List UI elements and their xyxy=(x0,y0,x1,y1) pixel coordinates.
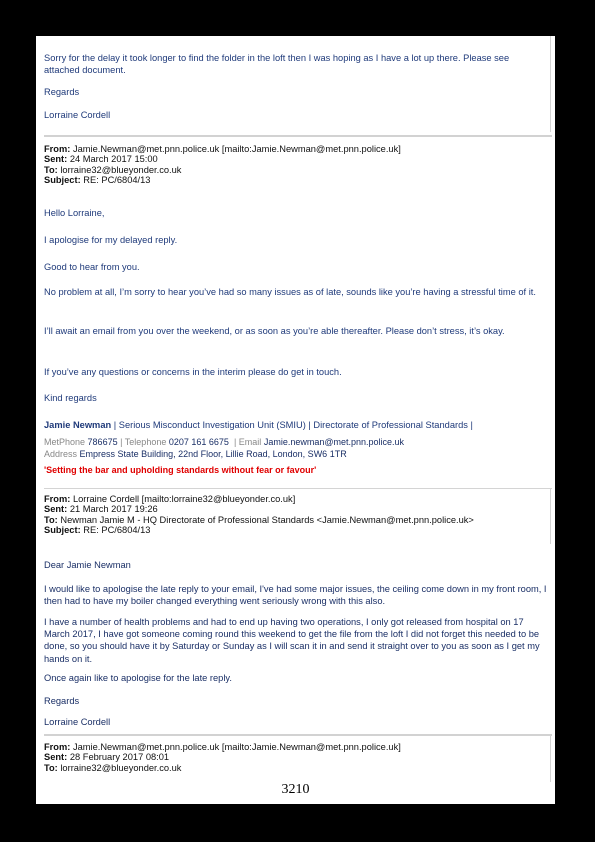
signature-motto-block xyxy=(44,464,547,476)
message-1 xyxy=(44,52,547,76)
to-value: lorraine32@blueyonder.co.uk xyxy=(60,164,182,175)
subject-label: Subject: xyxy=(44,525,81,536)
message-2-closing: Kind regards xyxy=(44,393,97,403)
separator-1 xyxy=(44,135,552,137)
message-2-paragraph: I’ll await an email from you over the weekend, or as soon as you’re able thereafter. Please don’t stress, it’s okay. xyxy=(44,326,505,336)
message-1-regards-block xyxy=(44,86,547,98)
telephone-value: 0207 161 6675 xyxy=(168,437,229,447)
to-value: lorraine32@blueyonder.co.uk xyxy=(60,762,182,773)
message-2-p3-block xyxy=(44,286,547,298)
right-border-line xyxy=(550,488,551,544)
from-value: Jamie.Newman@met.pnn.police.uk [mailto:Jamie.Newman@met.pnn.police.uk] xyxy=(72,742,401,752)
message-2-paragraph: No problem at all, I’m sorry to hear you’ve had so many issues as of late, sounds like you’re having a stressful time of it. xyxy=(44,287,536,297)
message-3-regards-block xyxy=(44,695,547,707)
from-label: From: xyxy=(44,144,71,154)
page-number: 3210 xyxy=(281,782,310,797)
message-1-regards: Regards xyxy=(44,87,80,97)
sent-value: 28 February 2017 08:01 xyxy=(69,752,170,763)
email-signature xyxy=(44,419,547,431)
document-page xyxy=(36,36,555,804)
message-1-body: Sorry for the delay it took longer to find the folder in the loft then I was hoping as I have a lot up there. Please see attached document. xyxy=(44,53,510,76)
to-value: Newman Jamie M - HQ Directorate of Professional Standards <Jamie.Newman@met.pnn.police.uk> xyxy=(60,514,474,525)
from-label: From: xyxy=(44,494,71,504)
from-value: Jamie.Newman@met.pnn.police.uk [mailto:Jamie.Newman@met.pnn.police.uk] xyxy=(72,144,401,154)
message-2-greeting: Hello Lorraine, xyxy=(44,208,105,218)
message-3-p2-block xyxy=(44,616,547,665)
to-label: To: xyxy=(44,762,58,773)
subject-label: Subject: xyxy=(44,175,81,186)
address-label: Address xyxy=(44,448,78,459)
message-2-p4-block xyxy=(44,325,547,337)
email-header-1 xyxy=(44,144,547,186)
from-label: From: xyxy=(44,742,71,752)
sent-value: 24 March 2017 15:00 xyxy=(69,154,158,165)
sent-label: Sent: xyxy=(44,752,68,763)
message-1-signature: Lorraine Cordell xyxy=(44,110,111,120)
telephone-label: Telephone xyxy=(124,437,167,447)
message-3-greeting-block xyxy=(44,559,547,571)
message-3-signature: Lorraine Cordell xyxy=(44,717,111,727)
message-2-closing-block xyxy=(44,392,547,404)
sent-value: 21 March 2017 19:26 xyxy=(69,504,158,515)
subject-value: RE: PC/6804/13 xyxy=(83,525,151,536)
message-2-p5-block xyxy=(44,366,547,378)
signature-name: Jamie Newman xyxy=(44,420,112,430)
metphone-value: 786675 xyxy=(87,437,118,447)
email-header-3 xyxy=(44,742,547,773)
message-3-regards: Regards xyxy=(44,696,80,706)
email-label: Email xyxy=(238,437,262,447)
sent-label: Sent: xyxy=(44,154,68,165)
signature-contact: MetPhone 786675 | Telephone 0207 161 6675 | Email Jamie.newman@met.pnn.police.uk Address Empress State Building, 22nd Floor, Lillie Road, London, SW6 1TR xyxy=(44,437,405,459)
message-3-p1-block xyxy=(44,583,547,607)
message-2-paragraph: Good to hear from you. xyxy=(44,262,140,272)
message-1-signature-block xyxy=(44,109,547,121)
sent-label: Sent: xyxy=(44,504,68,515)
metphone-label: MetPhone xyxy=(44,437,86,447)
email-header-2 xyxy=(44,494,547,536)
to-label: To: xyxy=(44,514,58,525)
message-3-paragraph: I would like to apologise the late reply to your email, I've had some major issues, the ceiling come down in my front room, I then had to have my boiler changed everything went seriously wrong with this also. xyxy=(44,584,547,607)
separator-2 xyxy=(44,488,552,489)
signature-role: | Serious Misconduct Investigation Unit (SMIU) | Directorate of Professional Standards | xyxy=(111,420,473,430)
message-3-paragraph: Once again like to apologise for the late reply. xyxy=(44,673,232,683)
message-2-greeting-block xyxy=(44,207,547,219)
message-2-p2-block xyxy=(44,261,547,273)
right-border-line xyxy=(550,36,551,132)
to-label: To: xyxy=(44,164,58,175)
signature-motto: 'Setting the bar and upholding standards without fear or favour' xyxy=(44,465,317,475)
separator-3 xyxy=(44,734,552,736)
message-3-greeting: Dear Jamie Newman xyxy=(44,560,131,570)
message-2-paragraph: If you’ve any questions or concerns in the interim please do get in touch. xyxy=(44,367,342,377)
right-border-line xyxy=(550,734,551,782)
message-2-p1-block xyxy=(44,234,547,246)
message-3-signature-block xyxy=(44,716,547,728)
from-value: Lorraine Cordell [mailto:lorraine32@blueyonder.co.uk] xyxy=(72,494,296,504)
subject-value: RE: PC/6804/13 xyxy=(83,175,151,186)
message-3-p3-block xyxy=(44,672,547,684)
email-value[interactable]: Jamie.newman@met.pnn.police.uk xyxy=(263,437,405,447)
message-3-paragraph: I have a number of health problems and had to end up having two operations, I only got released from hospital on 17 March 2017, I have got someone coming round this weekend to get the file from the loft I did not forget this needed to be done, so you should have it by Saturday or Sunday as I will scan it in and send it straight over to you as soon as I get my hands on it. xyxy=(44,617,540,664)
message-2-paragraph: I apologise for my delayed reply. xyxy=(44,235,178,245)
address-value: Empress State Building, 22nd Floor, Lillie Road, London, SW6 1TR xyxy=(79,448,347,459)
